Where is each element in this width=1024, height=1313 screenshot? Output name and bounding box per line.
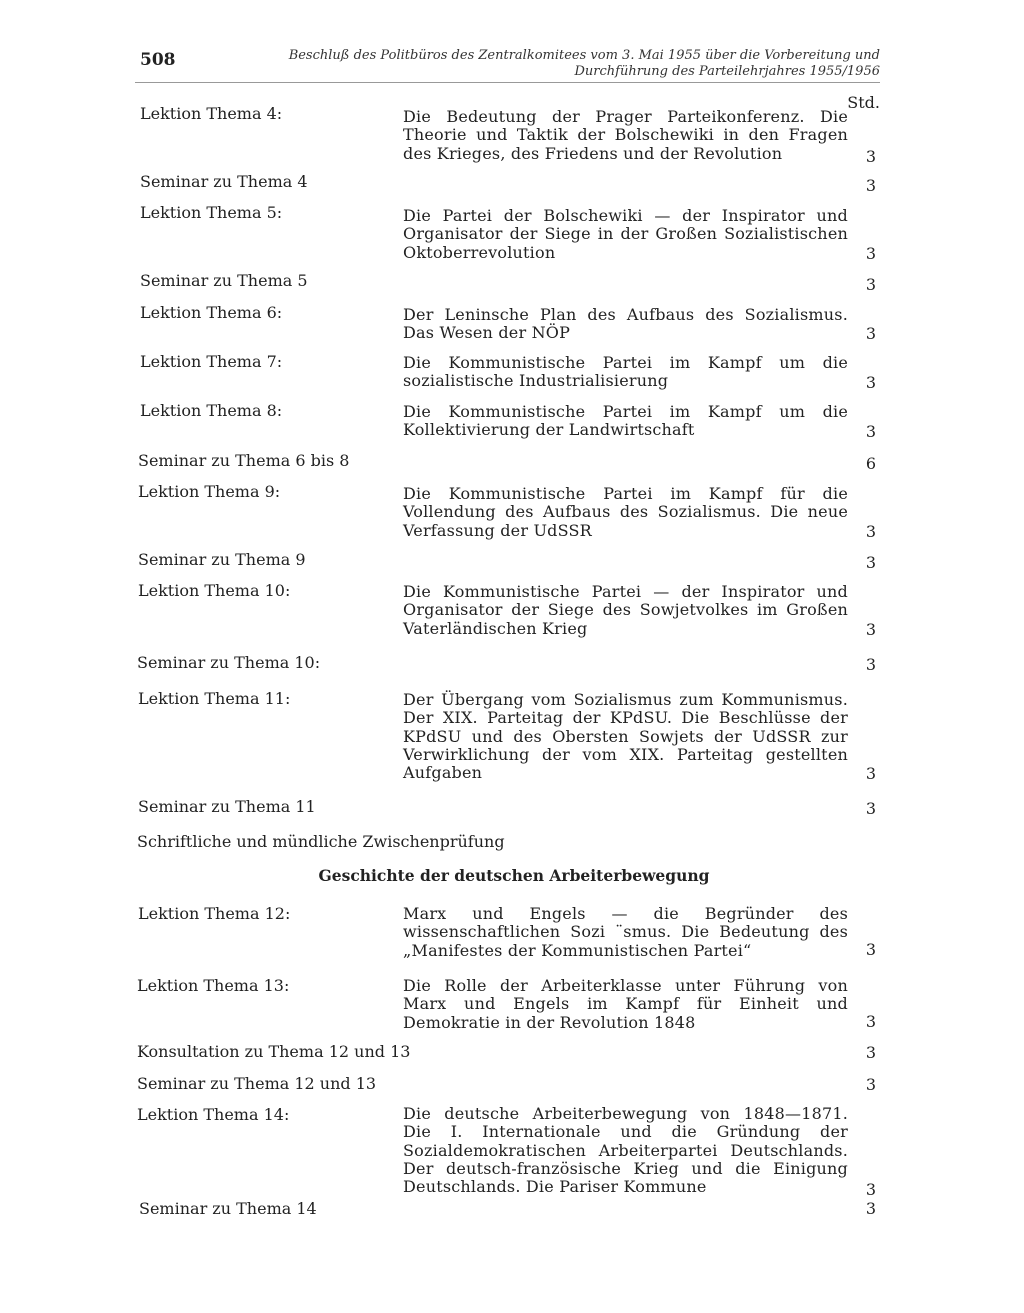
entry-hours: 3 <box>865 324 877 343</box>
hours-column-header: Std. <box>847 93 880 112</box>
entry-description: Die Kommunistische Partei im Kampf um die sozialistische Industrialisierung <box>403 353 848 391</box>
entry-hours: 3 <box>865 1043 877 1062</box>
entry-hours: 3 <box>865 764 877 783</box>
entry-hours: 3 <box>865 1075 877 1094</box>
entry-label: Lektion Thema 11: <box>138 689 291 708</box>
entry-description: Die Kommunistische Partei im Kampf für die Vollendung des Aufbaus des Sozialismus. Die neue Verfassung der UdSSR <box>403 484 848 540</box>
entry-label: Seminar zu Thema 11 <box>138 797 316 816</box>
entry-hours: 3 <box>865 373 877 392</box>
entry-label: Seminar zu Thema 5 <box>140 271 308 290</box>
entry-label: Seminar zu Thema 12 und 13 <box>137 1074 377 1093</box>
entry-hours: 3 <box>865 275 877 294</box>
section-heading: Geschichte der deutschen Arbeiterbewegung <box>318 866 710 885</box>
entry-label: Lektion Thema 12: <box>138 904 291 923</box>
entry-description: Der Leninsche Plan des Aufbaus des Sozialismus. Das Wesen der NÖP <box>403 305 848 343</box>
entry-label: Seminar zu Thema 10: <box>137 653 321 672</box>
entry-hours: 3 <box>865 1012 877 1031</box>
entry-description: Die Rolle der Arbeiterklasse unter Führung von Marx und Engels im Kampf für Einheit und Demokratie in der Revolution 1848 <box>403 976 848 1032</box>
entry-label: Seminar zu Thema 14 <box>139 1199 317 1218</box>
entry-label: Lektion Thema 6: <box>140 303 283 322</box>
entry-label: Seminar zu Thema 6 bis 8 <box>138 451 350 470</box>
entry-description: Die Kommunistische Partei — der Inspirator und Organisator der Siege des Sowjetvolkes im Großen Vaterländischen Krieg <box>403 582 848 638</box>
entry-hours: 3 <box>865 1180 877 1199</box>
entry-label: Seminar zu Thema 9 <box>138 550 306 569</box>
entry-hours: 3 <box>865 553 877 572</box>
entry-label: Lektion Thema 14: <box>137 1105 290 1124</box>
entry-label: Lektion Thema 5: <box>140 203 283 222</box>
entry-label: Schriftliche und mündliche Zwischenprüfung <box>137 832 505 851</box>
entry-description: Marx und Engels — die Begründer des wissenschaftlichen Sozi ¨smus. Die Bedeutung des „Manifestes der Kommunistischen Partei“ <box>403 904 848 960</box>
entry-label: Lektion Thema 4: <box>140 104 283 123</box>
page-number: 508 <box>140 50 176 70</box>
header-divider <box>135 82 880 83</box>
entry-hours: 3 <box>865 1199 877 1218</box>
entry-label: Lektion Thema 9: <box>138 482 281 501</box>
entry-hours: 3 <box>865 799 877 818</box>
entry-description: Die Kommunistische Partei im Kampf um die Kollektivierung der Landwirtschaft <box>403 402 848 440</box>
entry-label: Konsultation zu Thema 12 und 13 <box>137 1042 411 1061</box>
entry-hours: 3 <box>865 244 877 263</box>
running-header: Beschluß des Politbüros des Zentralkomitees vom 3. Mai 1955 über die Vorbereitung und Durchführung des Parteilehrjahres 1955/1956 <box>288 48 880 79</box>
entry-hours: 3 <box>865 940 877 959</box>
entry-label: Lektion Thema 8: <box>140 401 283 420</box>
entry-hours: 3 <box>865 522 877 541</box>
entry-label: Lektion Thema 13: <box>137 976 290 995</box>
entry-description: Die deutsche Arbeiterbewegung von 1848—1871. Die I. Internationale und die Gründung der Sozialdemokratischen Arbeiterpartei Deutschlands. Der deutsch-französische Krieg und die Einigung Deutschlands. Die Pariser Kommune <box>403 1104 848 1197</box>
entry-description: Die Partei der Bolschewiki — der Inspirator und Organisator der Siege in der Großen Sozialistischen Oktoberrevolution <box>403 206 848 262</box>
entry-hours: 3 <box>865 176 877 195</box>
entry-label: Lektion Thema 10: <box>138 581 291 600</box>
entry-hours: 3 <box>865 422 877 441</box>
entry-hours: 3 <box>865 147 877 166</box>
entry-label: Lektion Thema 7: <box>140 352 283 371</box>
entry-hours: 3 <box>865 655 877 674</box>
entry-hours: 6 <box>865 454 877 473</box>
entry-hours: 3 <box>865 620 877 639</box>
entry-description: Die Bedeutung der Prager Parteikonferenz. Die Theorie und Taktik der Bolschewiki in den Fragen des Krieges, des Friedens und der Revolution <box>403 107 848 163</box>
entry-label: Seminar zu Thema 4 <box>140 172 308 191</box>
entry-description: Der Übergang vom Sozialismus zum Kommunismus. Der XIX. Parteitag der KPdSU. Die Beschlüsse der KPdSU und des Obersten Sowjets der UdSSR zur Verwirklichung der vom XIX. Parteitag gestellten Aufgaben <box>403 690 848 783</box>
